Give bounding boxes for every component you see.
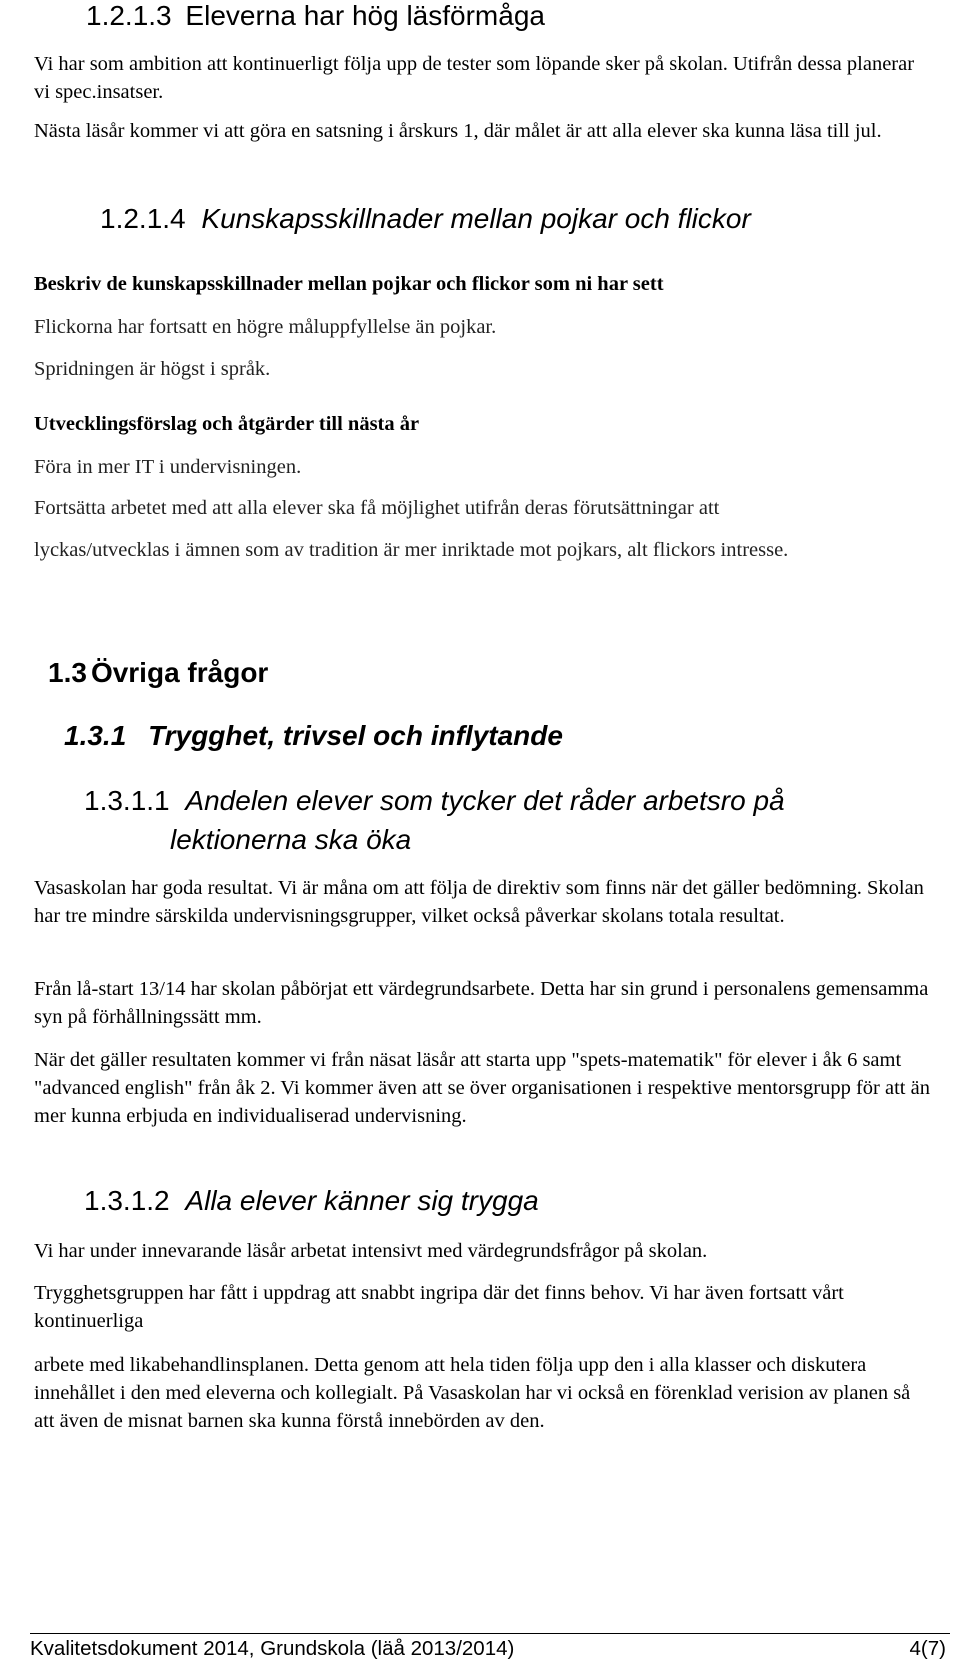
paragraph: Vi har under innevarande läsår arbetat intensivt med värdegrundsfrågor på skolan. [34,1240,708,1262]
paragraph: Nästa läsår kommer vi att göra en satsning i årskurs 1, där målet är att alla elever ska kunna läsa till jul. [34,120,882,142]
heading-title: Kunskapsskillnader mellan pojkar och flickor [201,203,751,234]
footer-divider [30,1633,950,1634]
heading-title: Eleverna har hög läsförmåga [185,0,545,31]
heading-1-2-1-4 [100,203,751,235]
heading-title: Trygghet, trivsel och inflytande [148,720,563,751]
footer-document-title: Kvalitetsdokument 2014, Grundskola (läå 2013/2014) [30,1637,515,1660]
paragraph: lyckas/utvecklas i ämnen som av tradition är mer inriktade mot pojkars, alt flickors intresse. [34,539,789,561]
heading-number: 1.3.1.1 [84,785,170,816]
paragraph: Vasaskolan har goda resultat. Vi är måna om att följa de direktiv som finns när det gäller bedömning. Skolan har tre mindre särskilda undervisningsgrupper, vilket också påverkar skolans totala resultat. [34,877,924,927]
heading-1-3-1-1-continued: lektionerna ska öka [170,824,412,855]
heading-number: 1.3.1 [64,720,127,751]
heading-1-2-1-3 [86,0,545,32]
heading-1-3 [48,657,268,689]
question-heading: Utvecklingsförslag och åtgärder till nästa år [34,413,420,435]
question-heading: Beskriv de kunskapsskillnader mellan pojkar och flickor som ni har sett [34,273,664,295]
heading-1-3-1-2 [84,1185,539,1217]
heading-1-3-1 [64,720,563,752]
paragraph: Från lå-start 13/14 har skolan påbörjat ett värdegrundsarbete. Detta har sin grund i personalens gemensamma syn på förhållningssätt mm. [34,978,929,1028]
paragraph: Flickorna har fortsatt en högre måluppfyllelse än pojkar. [34,316,497,338]
paragraph: Spridningen är högst i språk. [34,358,271,380]
paragraph: Föra in mer IT i undervisningen. [34,456,302,478]
paragraph: Fortsätta arbetet med att alla elever ska få möjlighet utifrån deras förutsättningar att [34,497,720,519]
paragraph: Vi har som ambition att kontinuerligt följa upp de tester som löpande sker på skolan. Utifrån dessa planerar vi spec.insatser. [34,53,915,103]
paragraph: arbete med likabehandlinsplanen. Detta genom att hela tiden följa upp den i alla klasser och diskutera innehållet i den med eleverna och kollegialt. På Vasaskolan har vi också en förenklad verision av planen så att även de misnat barnen ska kunna förstå innebörden av den. [34,1354,911,1432]
footer-page-number: 4(7) [909,1637,946,1660]
paragraph: Trygghetsgruppen har fått i uppdrag att snabbt ingripa där det finns behov. Vi har även fortsatt vårt kontinuerliga [34,1282,844,1332]
paragraph: När det gäller resultaten kommer vi från näsat läsår att starta upp "spets-matematik" för elever i åk 6 samt "advanced english" från åk 2. Vi kommer även att se över organisationen i respektive mentorsgrupp för att än mer kunna erbjuda en individualiserad undervisning. [34,1049,930,1127]
heading-number: 1.2.1.4 [100,203,186,234]
heading-title: Andelen elever som tycker det råder arbetsro på [185,785,785,816]
heading-number: 1.3.1.2 [84,1185,170,1216]
heading-title: Övriga frågor [90,657,269,688]
heading-number: 1.2.1.3 [86,0,172,31]
heading-1-3-1-1 [84,785,785,817]
heading-number: 1.3 [48,657,87,688]
heading-title: Alla elever känner sig trygga [185,1185,539,1216]
